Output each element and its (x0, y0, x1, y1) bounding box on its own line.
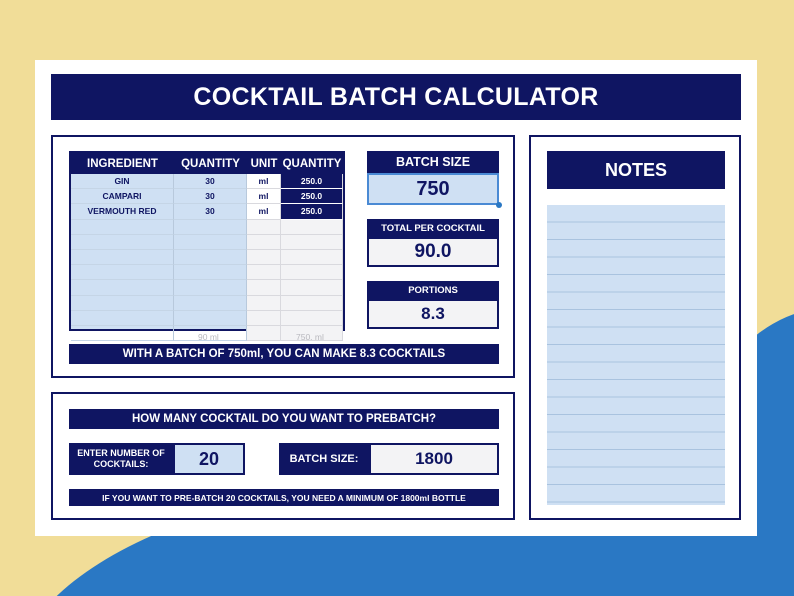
quantity-cell[interactable] (174, 265, 247, 280)
quantity-cell[interactable] (174, 296, 247, 311)
unit-cell[interactable] (247, 326, 281, 341)
table-row (71, 189, 343, 204)
ingredient-cell[interactable] (71, 250, 174, 265)
table-row-empty (71, 311, 343, 326)
ingredient-cell[interactable] (71, 296, 174, 311)
batch-quantity-cell: 250.0 (281, 204, 343, 219)
unit-cell[interactable] (247, 235, 281, 250)
table-row-empty (71, 296, 343, 311)
header-ingredient: INGREDIENT (87, 157, 158, 170)
portions-label: PORTIONS (367, 281, 499, 299)
ingredient-cell[interactable] (71, 235, 174, 250)
quantity-cell[interactable] (174, 250, 247, 265)
prebatch-batch-size-value: 1800 (369, 443, 499, 475)
prebatch-question: HOW MANY COCKTAIL DO YOU WANT TO PREBATCH? (69, 409, 499, 429)
prebatch-result: IF YOU WANT TO PRE-BATCH 20 COCKTAILS, YOU NEED A MINIMUM OF 1800ml BOTTLE (69, 489, 499, 506)
batch-quantity-cell: 250.0 (281, 174, 343, 189)
batch-quantity-cell: 250.0 (281, 189, 343, 204)
ingredient-cell[interactable] (71, 311, 174, 326)
prebatch-panel (51, 392, 515, 520)
unit-cell[interactable] (247, 220, 281, 235)
ingredient-cell[interactable] (71, 265, 174, 280)
ingredient-cell[interactable] (71, 326, 174, 341)
ingredient-cell[interactable] (71, 220, 174, 235)
table-header (71, 153, 343, 174)
unit-cell[interactable]: ml (247, 189, 281, 204)
unit-cell[interactable]: ml (247, 204, 281, 219)
batch-quantity-cell (281, 265, 343, 280)
quantity-cell[interactable] (174, 235, 247, 250)
notes-title: NOTES (547, 151, 725, 189)
batch-quantity-cell (281, 280, 343, 295)
cocktail-count-input[interactable]: 20 (173, 443, 245, 475)
ingredients-table (69, 151, 345, 331)
notes-area[interactable] (547, 205, 725, 505)
batch-size-input[interactable]: 750 (367, 173, 499, 205)
unit-cell[interactable] (247, 265, 281, 280)
calculator-sheet (35, 60, 757, 536)
ingredient-cell[interactable]: GIN (71, 174, 174, 189)
quantity-cell[interactable]: 30 (174, 204, 247, 219)
notes-panel (529, 135, 741, 520)
table-row-empty (71, 265, 343, 280)
batch-quantity-cell (281, 220, 343, 235)
batch-quantity-cell (281, 235, 343, 250)
quantity-cell[interactable]: 30 (174, 189, 247, 204)
table-row-empty (71, 220, 343, 235)
batch-quantity-cell (281, 250, 343, 265)
enter-cocktails-label: ENTER NUMBER OF COCKTAILS: (69, 443, 173, 475)
table-row (71, 204, 343, 219)
quantity-cell[interactable] (174, 220, 247, 235)
unit-cell[interactable] (247, 311, 281, 326)
table-row-empty (71, 250, 343, 265)
header-quantity: QUANTITY (181, 157, 240, 170)
quantity-cell[interactable]: 30 (174, 174, 247, 189)
unit-cell[interactable] (247, 250, 281, 265)
table-row-empty (71, 235, 343, 250)
calculator-panel (51, 135, 515, 378)
ingredient-cell[interactable]: CAMPARI (71, 189, 174, 204)
portions-value: 8.3 (367, 299, 499, 329)
header-batch-quantity: QUANTITY (282, 157, 342, 170)
batch-size-label: BATCH SIZE (367, 151, 499, 173)
page-title: COCKTAIL BATCH CALCULATOR (51, 74, 741, 120)
ingredient-cell[interactable] (71, 280, 174, 295)
header-unit: UNIT (250, 157, 278, 170)
prebatch-batch-size-label: BATCH SIZE: (279, 443, 369, 475)
total-quantity-footnote: 90 ml (198, 332, 219, 342)
quantity-cell[interactable] (174, 280, 247, 295)
ingredient-cell[interactable]: VERMOUTH RED (71, 204, 174, 219)
batch-summary: WITH A BATCH OF 750ml, YOU CAN MAKE 8.3 COCKTAILS (69, 344, 499, 364)
total-batch-footnote: 750. ml (296, 332, 324, 342)
total-per-cocktail-value: 90.0 (367, 237, 499, 267)
batch-quantity-cell (281, 296, 343, 311)
unit-cell[interactable]: ml (247, 174, 281, 189)
unit-cell[interactable] (247, 296, 281, 311)
batch-quantity-cell (281, 311, 343, 326)
table-row-empty (71, 280, 343, 295)
quantity-cell[interactable] (174, 311, 247, 326)
unit-cell[interactable] (247, 280, 281, 295)
total-per-cocktail-label: TOTAL PER COCKTAIL (367, 219, 499, 237)
cell-selection-handle[interactable] (496, 202, 502, 208)
table-row (71, 174, 343, 189)
